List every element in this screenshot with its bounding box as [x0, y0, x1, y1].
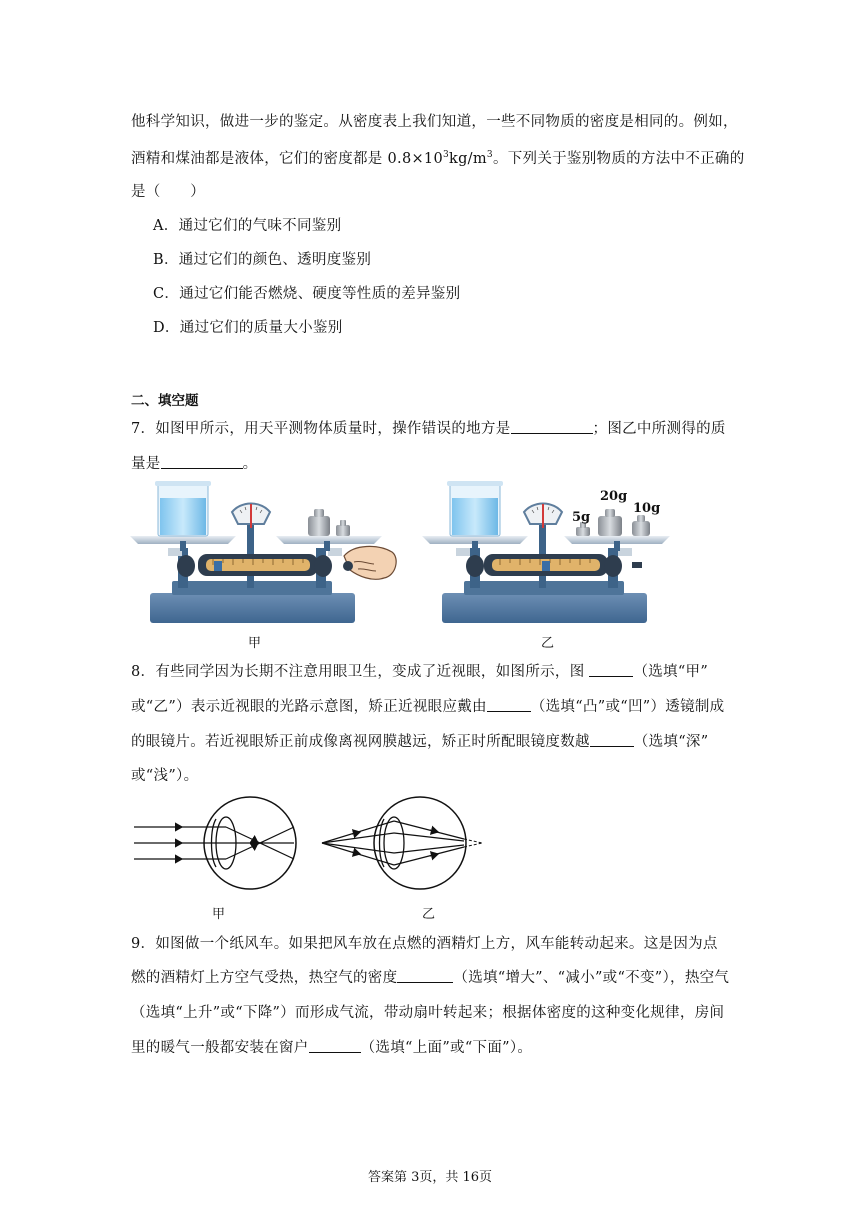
q8-line-1a: 8．有些同学因为长期不注意用眼卫生，变成了近视眼，如图所示，图 [131, 664, 590, 680]
q7-line-2b: 。 [242, 456, 258, 472]
q9-line-2 [131, 966, 729, 987]
q7-blank-1 [511, 419, 593, 434]
eye-diagram-figure [130, 795, 490, 903]
q9-blank-1 [397, 968, 453, 983]
q6-line-2c: 。下列关于鉴别物质的方法中不正确的 [492, 151, 745, 167]
q6-line-3: 是（ ） [131, 184, 205, 200]
q6-exponent-1: 3 [442, 150, 449, 161]
q8-figure-label-left: 甲 [212, 907, 226, 922]
q6-line-2 [131, 147, 745, 168]
q7-line-2 [131, 452, 257, 473]
eye-right [322, 797, 482, 889]
weight-10g [632, 521, 650, 536]
q6-line-2b: kg/m [449, 151, 487, 167]
q9-line-1: 9．如图做一个纸风车。如果把风车放在点燃的酒精灯上方，风车能转动起来。这是因为点 [131, 936, 718, 952]
q6-option-c: C．通过它们能否燃烧、硬度等性质的差异鉴别 [153, 286, 461, 302]
q7-line-2a: 量是 [131, 456, 161, 472]
q7-figure-label-left: 甲 [248, 636, 262, 651]
balance-right-base [442, 593, 647, 623]
weight-20g [598, 516, 622, 536]
q8-blank-2 [487, 697, 531, 712]
eye-right-eyeball [374, 797, 466, 889]
balance-left-weight-small [336, 525, 350, 536]
q8-line-1b: （选填“甲” [633, 664, 709, 680]
balance-left-base [150, 593, 355, 623]
q8-blank-3 [590, 732, 634, 747]
q9-line-3: （选填“上升”或“下降”）而形成气流，带动扇叶转起来；根据体密度的这种变化规律，房间 [131, 1005, 725, 1021]
q9-line-4a: 里的暖气一般都安装在窗户 [131, 1040, 309, 1056]
q8-blank-1 [589, 662, 633, 677]
q7-line-1 [131, 417, 726, 438]
q6-exponent-2: 3 [486, 150, 493, 161]
eye-left [134, 797, 296, 889]
q6-option-d: D．通过它们的质量大小鉴别 [153, 320, 343, 336]
q7-line-1b: ；图乙中所测得的质 [592, 421, 726, 437]
weight-label-5g: 5g [572, 510, 591, 525]
q8-figure-label-right: 乙 [422, 907, 436, 922]
q8-line-3a: 的眼镜片。若近视眼矫正前成像离视网膜越远，矫正时所配眼镜度数越 [131, 734, 590, 750]
q9-blank-2 [309, 1038, 361, 1053]
q6-option-a: A．通过它们的气味不同鉴别 [153, 218, 342, 234]
q8-line-2 [131, 695, 724, 716]
weight-5g [576, 527, 590, 536]
balance-right [422, 481, 670, 623]
weight-label-10g: 10g [633, 501, 661, 516]
balance-right-rider [542, 561, 550, 571]
balance-left [130, 481, 396, 623]
q9-line-2a: 燃的酒精灯上方空气受热，热空气的密度 [131, 970, 398, 986]
q7-figure-label-right: 乙 [541, 636, 555, 651]
q8-line-4: 或“浅”）。 [131, 768, 199, 784]
balance-left-rider [214, 561, 222, 571]
q8-line-2a: 或“乙”）表示近视眼的光路示意图，矫正近视眼应戴由 [131, 699, 487, 715]
section-title: 二、填空题 [131, 393, 199, 409]
q9-line-2b: （选填“增大”、“减小”或“不变”），热空气 [453, 970, 730, 986]
weight-label-20g: 20g [600, 489, 628, 504]
q8-line-3b: （选填“深” [633, 734, 709, 750]
page-footer: 答案第 3页，共 16页 [367, 1170, 493, 1185]
q6-option-b: B．通过它们的颜色、透明度鉴别 [153, 252, 372, 268]
eye-right-lens [384, 817, 404, 869]
balance-left-weight-large [308, 516, 330, 536]
q7-blank-2 [161, 454, 243, 469]
q8-line-2b: （选填“凸”或“凹”）透镜制成 [530, 699, 725, 715]
balance-figure [128, 478, 678, 628]
q6-line-2a: 酒精和煤油都是液体，它们的密度都是 0.8×10 [131, 151, 443, 167]
q7-line-1a: 7．如图甲所示，用天平测物体质量时，操作错误的地方是 [131, 421, 511, 437]
q8-line-1 [131, 660, 708, 681]
q6-line-1: 他科学知识，做进一步的鉴定。从密度表上我们知道，一些不同物质的密度是相同的。例如， [131, 114, 738, 130]
q9-line-4 [131, 1036, 532, 1057]
q9-line-4b: （选填“上面”或“下面”）。 [360, 1040, 533, 1056]
q8-line-3 [131, 730, 708, 751]
